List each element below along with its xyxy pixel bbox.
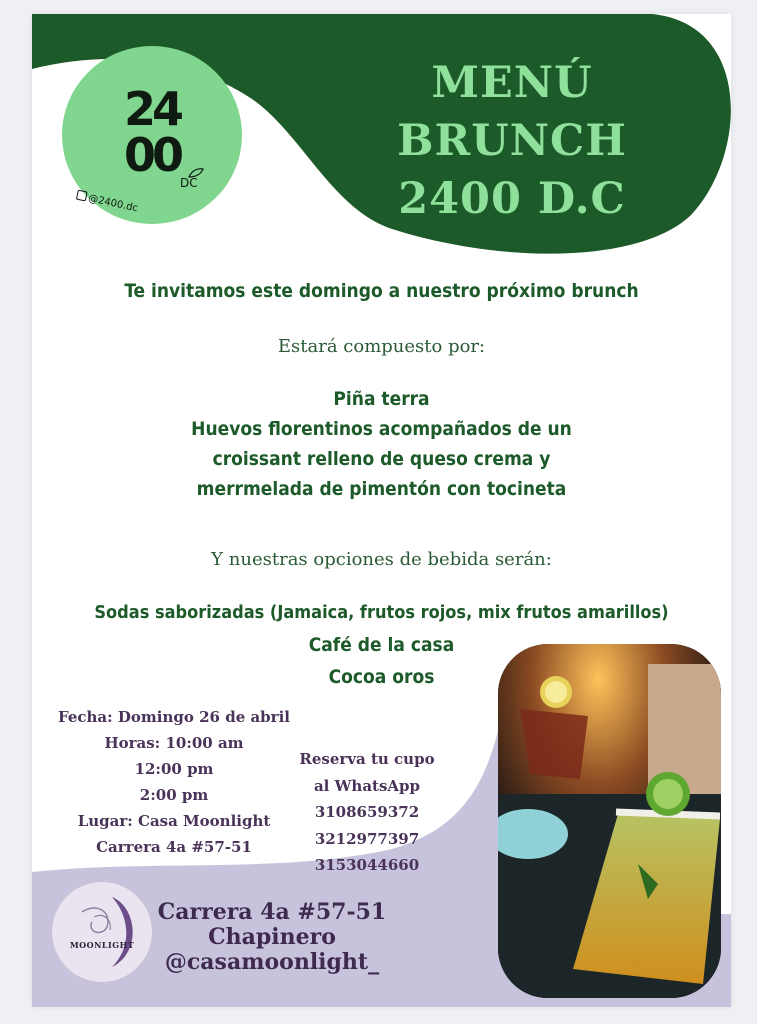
title-line-1: MENÚ (431, 58, 593, 108)
event-hours: Horas: 10:00 am (104, 734, 244, 752)
phone-number: 3212977397 (314, 829, 420, 848)
footer-handle: @casamoonlight_ (164, 949, 380, 975)
event-address: Carrera 4a #57-51 (96, 838, 252, 856)
invite-text: Te invitamos este domingo a nuestro próximo brunch (124, 280, 639, 302)
drink-item: Sodas saborizadas (Jamaica, frutos rojos, mix frutos amarillos) (94, 602, 669, 623)
phone-number: 3108659372 (314, 803, 420, 821)
drink-item: Cocoa oros (328, 666, 435, 688)
drinks-heading: Y nuestras opciones de bebida serán: (211, 549, 552, 570)
menu-title (362, 54, 662, 228)
logo-number-top: 24 (124, 82, 181, 136)
event-info (44, 704, 304, 860)
reservation-info (282, 746, 452, 879)
event-place: Lugar: Casa Moonlight (77, 812, 271, 830)
instagram-icon (76, 190, 88, 202)
moonlight-logo (52, 882, 152, 982)
reservation-label: al WhatsApp (313, 776, 421, 795)
moon-swirl-icon (52, 882, 152, 982)
compuesto-heading: Estará compuesto por: (277, 336, 486, 357)
footer-address: Carrera 4a #57-51 (157, 899, 387, 925)
phone-number: 3153044660 (314, 856, 420, 874)
drinks-photo (498, 644, 721, 998)
event-hour: 12:00 pm (134, 760, 214, 778)
logo-handle-text: @2400.dc (87, 193, 139, 215)
brand-logo (62, 46, 242, 224)
menu-item: Huevos florentinos acompañados de un (191, 418, 572, 440)
moonlight-logo-text: MOONLIGHT (69, 940, 135, 950)
menu-item: merrmelada de pimentón con tocineta (196, 478, 567, 500)
reservation-label: Reserva tu cupo (299, 750, 435, 768)
title-line-3: 2400 D.C (398, 174, 626, 224)
logo-suffix: DC (180, 176, 198, 190)
menu-item: Piña terra (333, 388, 430, 410)
drink-item: Café de la casa (308, 634, 455, 656)
flyer-page (32, 14, 731, 1007)
event-hour: 2:00 pm (139, 786, 209, 804)
title-line-2: BRUNCH (397, 116, 627, 166)
event-date: Fecha: Domingo 26 de abril (58, 708, 290, 726)
footer-area: Chapinero (208, 924, 336, 950)
cocktail-photo-illustration (498, 644, 721, 998)
menu-items (32, 384, 731, 504)
footer-info (152, 900, 392, 975)
menu-item: croissant relleno de queso crema y (212, 448, 551, 470)
logo-number-bottom: 00 (124, 128, 181, 182)
